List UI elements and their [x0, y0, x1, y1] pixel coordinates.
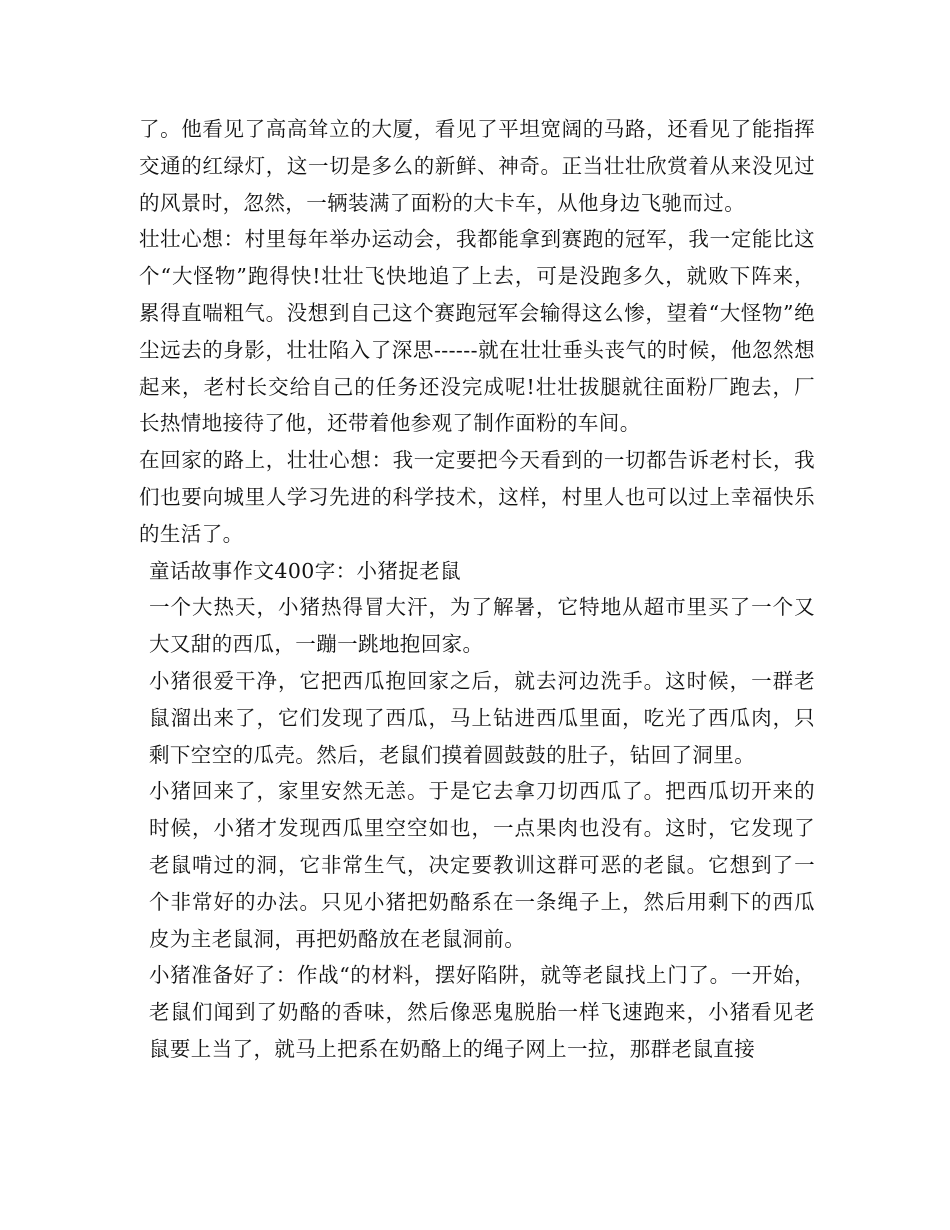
- paragraph-story2-plan: 小猪回来了，家里安然无恙。于是它去拿刀切西瓜了。把西瓜切开来的时候，小猪才发现西瓜里空空如也，一点果肉也没有。这时，它发现了老鼠啃过的洞，它非常生气，决定要教训这群可恶的老鼠。它想到了一个非常好的办法。只见小猪把奶酪系在一条绳子上，然后用剩下的西瓜皮为主老鼠洞，再把奶酪放在老鼠洞前。: [149, 779, 815, 951]
- paragraph-story1-journey: 了。他看见了高高耸立的大厦，看见了平坦宽阔的马路，还看见了能指挥交通的红绿灯，这一切是多么的新鲜、神奇。正当壮壮欣赏着从来没见过的风景时，忽然，一辆装满了面粉的大卡车，从他身边飞驰而过。: [139, 117, 815, 215]
- document-body: [139, 111, 815, 1068]
- paragraph-story2-trap: 小猪准备好了：作战“的材料，摆好陷阱，就等老鼠找上门了。一开始，老鼠们闻到了奶酪的香味，然后像恶鬼脱胎一样飞速跑来，小猪看见老鼠要上当了，就马上把系在奶酪上的绳子网上一拉，那群老鼠直接: [149, 963, 815, 1061]
- paragraph-story1-race: 壮壮心想：村里每年举办运动会，我都能拿到赛跑的冠军，我一定能比这个“大怪物”跑得快!壮壮飞快地追了上去，可是没跑多久，就败下阵来，累得直喘粗气。没想到自己这个赛跑冠军会输得这么惨，望着“大怪物”绝尘远去的身影，壮壮陷入了深思------就在壮壮垂头丧气的时候，他忽然想起来，老村长交给自己的任务还没完成呢!壮壮拔腿就往面粉厂跑去，厂长热情地接待了他，还带着他参观了制作面粉的车间。: [139, 227, 815, 436]
- paragraph-story2-watermelon: 一个大热天，小猪热得冒大汗，为了解暑，它特地从超市里买了一个又大又甜的西瓜，一蹦一跳地抱回家。: [149, 595, 815, 657]
- story-title: 童话故事作文400字：小猪捉老鼠: [149, 558, 462, 583]
- paragraph-story1-home: 在回家的路上，壮壮心想：我一定要把今天看到的一切都告诉老村长，我们也要向城里人学习先进的科学技术，这样，村里人也可以过上幸福快乐的生活了。: [139, 448, 815, 546]
- paragraph-story2-mice: 小猪很爱干净，它把西瓜抱回家之后，就去河边洗手。这时候，一群老鼠溜出来了，它们发现了西瓜，马上钻进西瓜里面，吃光了西瓜肉，只剩下空空的瓜壳。然后，老鼠们摸着圆鼓鼓的肚子，钻回了洞里。: [149, 668, 815, 767]
